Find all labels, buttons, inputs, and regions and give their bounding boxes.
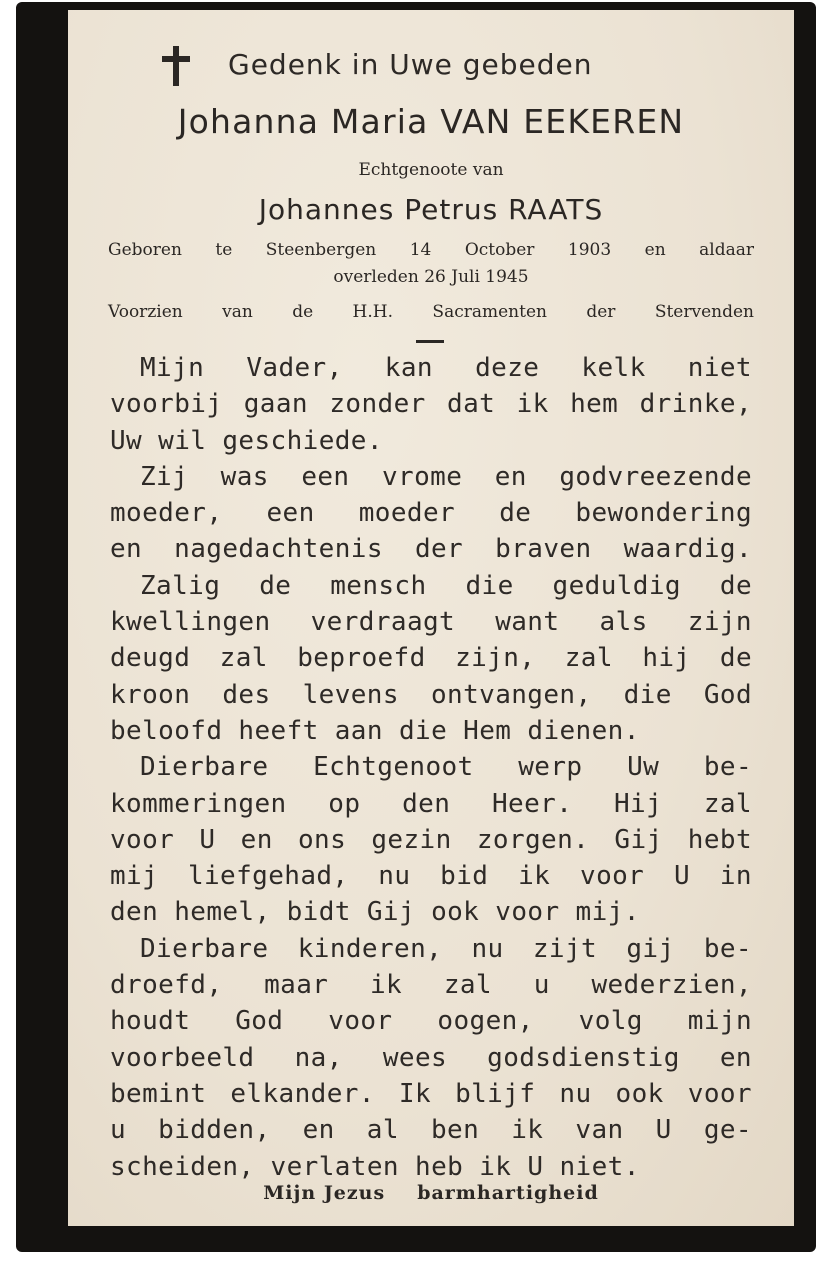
closing-prayer [68, 1182, 794, 1204]
text-line: Dierbare Echtgenoot werp Uw be- [140, 752, 752, 783]
text-line: Zij was een vrome en godvreezende [140, 461, 752, 492]
birth-line: Geboren te Steenbergen 14 October 1903 en aldaar [108, 240, 754, 260]
text-line: moeder, een moeder de bewondering [110, 498, 752, 529]
text-line: bemint elkander. Ik blijf nu ook voor [110, 1078, 752, 1109]
card-header [68, 40, 794, 92]
text-line: beloofd heeft aan die Hem dienen. [110, 715, 640, 746]
memorial-card [68, 10, 794, 1226]
text-line: Zalig de mensch die geduldig de [140, 570, 752, 601]
text-line: kroon des levens ontvangen, die God [110, 679, 752, 710]
closing-prayer-part2: barmhartigheid [417, 1182, 599, 1204]
text-line: houdt God voor oogen, volg mijn [110, 1006, 752, 1037]
text-line: en nagedachtenis der braven waardig. [110, 534, 752, 565]
text-line: Mijn Vader, kan deze kelk niet [140, 353, 752, 383]
mourning-card-border [16, 2, 816, 1252]
text-line: kommeringen op den Heer. Hij zal [110, 788, 752, 819]
text-line: voorbij gaan zonder dat ik hem drinke, [110, 389, 752, 420]
memorial-text [110, 350, 752, 1185]
text-line: voor U en ons gezin zorgen. Gij hebt [110, 824, 752, 855]
text-line: Dierbare kinderen, nu zijt gij be- [140, 933, 752, 964]
relation-label: Echtgenoote van [358, 160, 504, 180]
text-line: kwellingen verdraagt want als zijn [110, 607, 752, 638]
text-line: voorbeeld na, wees godsdienstig en [110, 1042, 752, 1073]
text-line: Uw wil geschiede. [110, 425, 383, 456]
sacraments-line: Voorzien van de H.H. Sacramenten der Stervenden [108, 302, 754, 322]
text-line: den hemel, bidt Gij ook voor mij. [110, 897, 640, 928]
text-line: deugd zal beproefd zijn, zal hij de [110, 643, 752, 674]
text-line: droefd, maar ik zal u wederzien, [110, 970, 752, 1001]
text-line: scheiden, verlaten heb ik U niet. [110, 1151, 640, 1182]
death-line: overleden 26 Juli 1945 [333, 267, 529, 287]
spouse-name: Johannes Petrus RAATS [258, 193, 604, 226]
text-line: u bidden, en al ben ik van U ge- [110, 1115, 752, 1146]
gedenk-heading: Gedenk in Uwe gebeden [228, 48, 593, 81]
closing-prayer-part1: Mijn Jezus [263, 1182, 386, 1204]
section-divider [416, 340, 444, 343]
deceased-name: Johanna Maria VAN EEKEREN [177, 102, 685, 141]
text-line: mij liefgehad, nu bid ik voor U in [110, 861, 752, 892]
latin-cross-icon [162, 46, 190, 86]
